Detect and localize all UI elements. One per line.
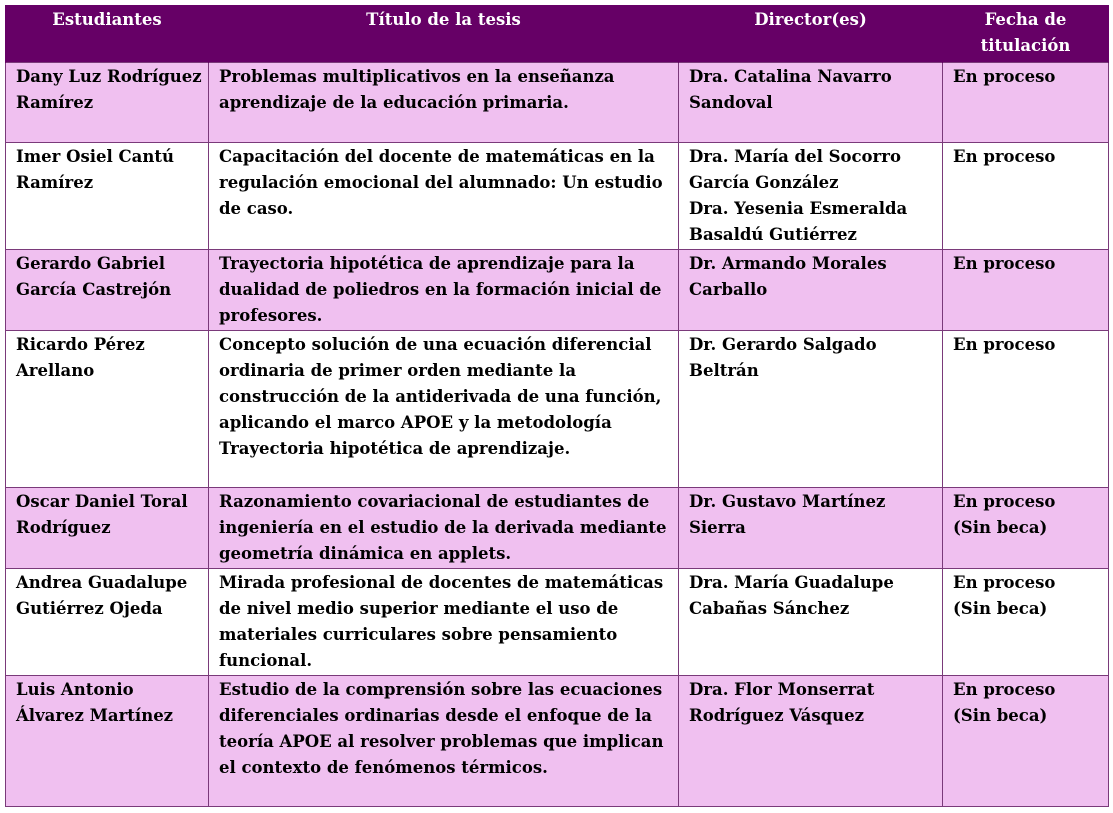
student-cell: Andrea Guadalupe Gutiérrez Ojeda <box>6 569 209 676</box>
thesis-title-cell: Estudio de la comprensión sobre las ecuaciones diferenciales ordinarias desde el enfoque de la teoría APOE al resolver problemas que implican el contexto de fenómenos térmicos. <box>209 676 679 807</box>
thesis-title-cell: Mirada profesional de docentes de matemáticas de nivel medio superior mediante el uso de materiales curriculares sobre pensamiento funcional. <box>209 569 679 676</box>
status-cell <box>943 676 1109 807</box>
scholarship-note: (Sin beca) <box>953 518 1048 537</box>
status-cell <box>943 569 1109 676</box>
thesis-table <box>5 5 1109 807</box>
header-date-line2: titulación <box>980 36 1071 55</box>
thesis-title-cell: Capacitación del docente de matemáticas en la regulación emocional del alumnado: Un estudio de caso. <box>209 143 679 250</box>
student-cell: Luis Antonio Álvarez Martínez <box>6 676 209 807</box>
thesis-title-cell: Concepto solución de una ecuación diferencial ordinaria de primer orden mediante la construcción de la antiderivada de una función, aplicando el marco APOE y la metodología Trayectoria hipotética de aprendizaje. <box>209 331 679 488</box>
thesis-title-cell: Razonamiento covariacional de estudiantes de ingeniería en el estudio de la derivada mediante geometría dinámica en applets. <box>209 488 679 569</box>
header-directors: Director(es) <box>679 5 943 63</box>
student-cell: Dany Luz Rodríguez Ramírez <box>6 63 209 143</box>
directors-cell <box>679 63 943 143</box>
table-row <box>6 569 1109 676</box>
directors-cell <box>679 488 943 569</box>
table-row <box>6 63 1109 143</box>
status-cell <box>943 143 1109 250</box>
directors-cell <box>679 569 943 676</box>
scholarship-note: (Sin beca) <box>953 599 1048 618</box>
status-text: En proceso <box>953 67 1056 86</box>
header-title: Título de la tesis <box>209 5 679 63</box>
table-row <box>6 143 1109 250</box>
scholarship-note: (Sin beca) <box>953 706 1048 725</box>
student-cell: Gerardo Gabriel García Castrejón <box>6 250 209 331</box>
director-name: Dr. Gerardo Salgado Beltrán <box>689 335 877 380</box>
director-name: Dr. Gustavo Martínez Sierra <box>689 492 886 537</box>
director-name: Dra. María del Socorro García González <box>689 147 901 192</box>
status-text: En proceso <box>953 147 1056 166</box>
status-cell <box>943 488 1109 569</box>
directors-cell <box>679 676 943 807</box>
table-row <box>6 676 1109 807</box>
table-row <box>6 331 1109 488</box>
thesis-title-cell: Trayectoria hipotética de aprendizaje para la dualidad de poliedros en la formación inicial de profesores. <box>209 250 679 331</box>
directors-cell <box>679 331 943 488</box>
header-row <box>6 5 1109 63</box>
director-name: Dra. Catalina Navarro Sandoval <box>689 67 892 112</box>
director-name: Dra. Flor Monserrat Rodríguez Vásquez <box>689 680 875 725</box>
student-cell: Oscar Daniel Toral Rodríguez <box>6 488 209 569</box>
director-name: Dr. Armando Morales Carballo <box>689 254 887 299</box>
status-text: En proceso <box>953 254 1056 273</box>
director-name: Dra. María Guadalupe Cabañas Sánchez <box>689 573 894 618</box>
directors-cell <box>679 143 943 250</box>
status-cell <box>943 63 1109 143</box>
student-cell: Imer Osiel Cantú Ramírez <box>6 143 209 250</box>
header-date-line1: Fecha de <box>984 10 1067 29</box>
status-text: En proceso <box>953 492 1056 511</box>
thesis-title-cell: Problemas multiplicativos en la enseñanza aprendizaje de la educación primaria. <box>209 63 679 143</box>
table-row <box>6 250 1109 331</box>
status-cell <box>943 250 1109 331</box>
status-cell <box>943 331 1109 488</box>
header-date <box>943 5 1109 63</box>
status-text: En proceso <box>953 573 1056 592</box>
table-row <box>6 488 1109 569</box>
student-cell: Ricardo Pérez Arellano <box>6 331 209 488</box>
status-text: En proceso <box>953 680 1056 699</box>
directors-cell <box>679 250 943 331</box>
header-students: Estudiantes <box>6 5 209 63</box>
director-name: Dra. Yesenia Esmeralda Basaldú Gutiérrez <box>689 199 908 244</box>
status-text: En proceso <box>953 335 1056 354</box>
